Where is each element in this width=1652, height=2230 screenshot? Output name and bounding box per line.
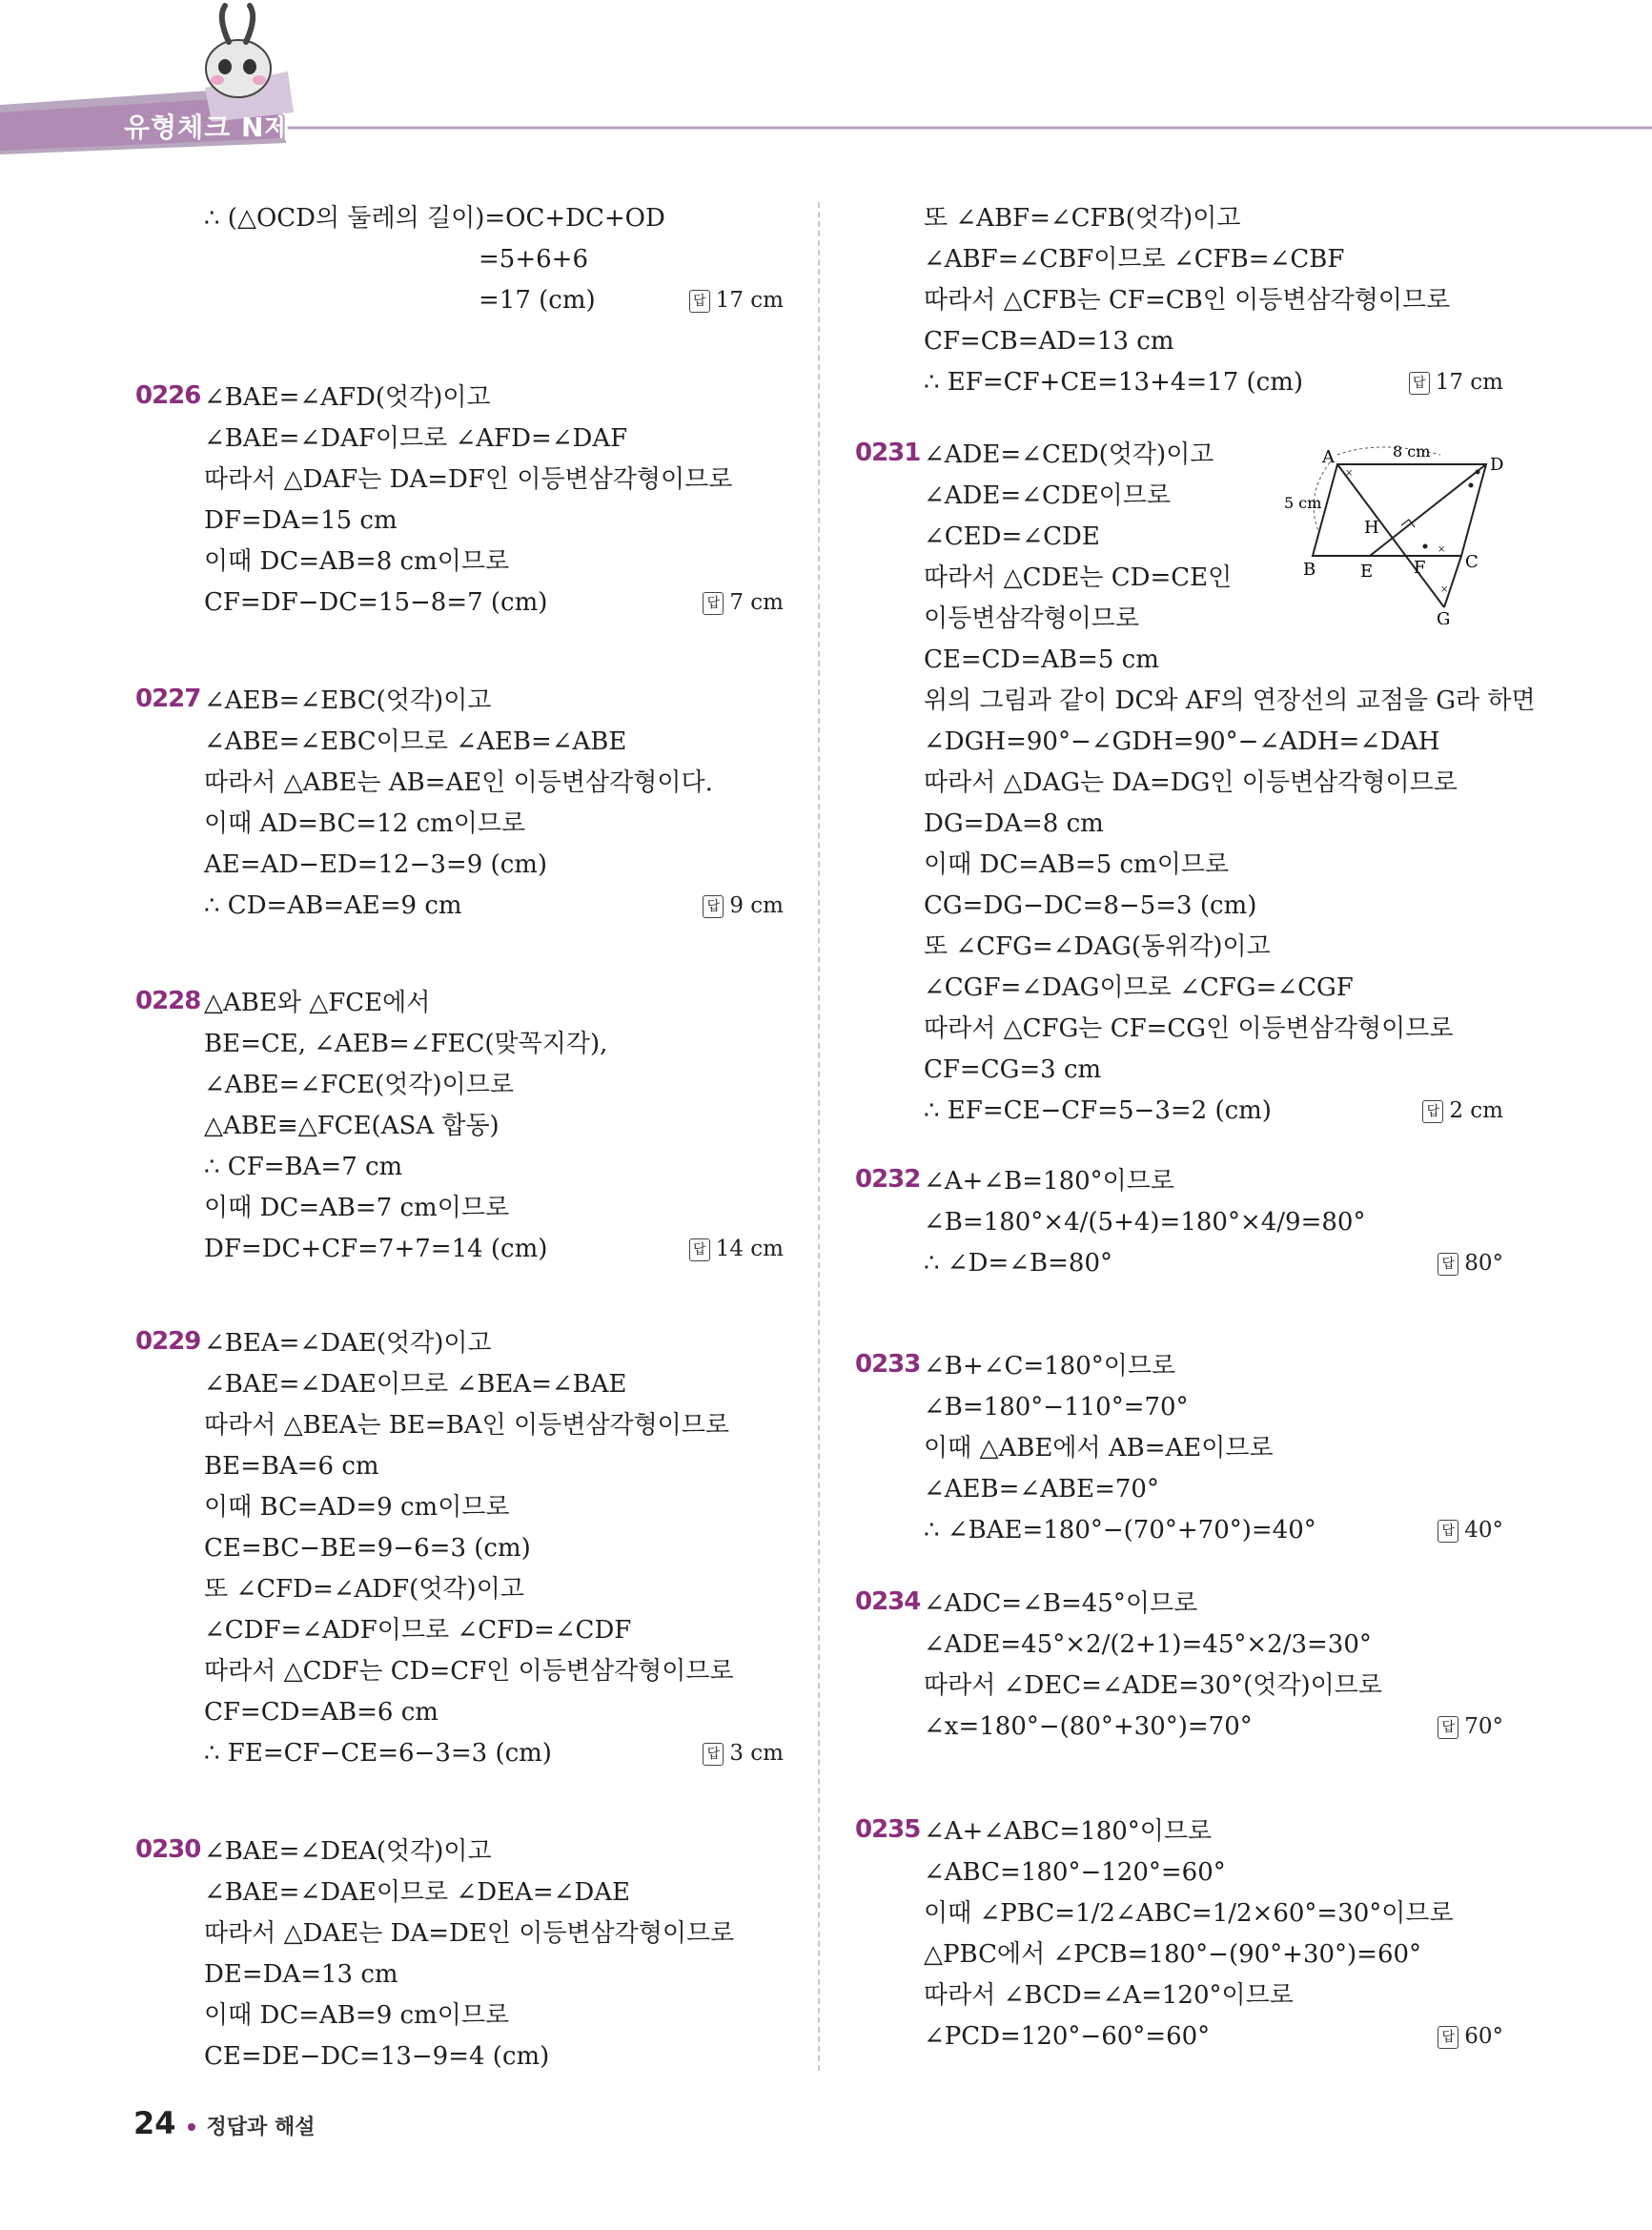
- solution-line: [204, 378, 784, 419]
- solution-line: [204, 1831, 784, 1872]
- problem-number: 0228: [135, 987, 201, 1015]
- answer-icon: 답: [689, 1238, 710, 1261]
- solution-line: [204, 1954, 784, 1995]
- solution-line: [924, 804, 1503, 845]
- solution-text: ∠BAE=∠AFD(엇각)이고: [204, 383, 491, 412]
- parallelogram-figure: [1273, 443, 1520, 624]
- figure-label-C: C: [1465, 552, 1479, 572]
- solution-text: 이때 BC=AD=9 cm이므로: [204, 1493, 510, 1522]
- solution-line: [924, 1666, 1503, 1707]
- solution-text: CE=DE−DC=13−9=4 (cm): [204, 2042, 550, 2071]
- solution-text: ∠BAE=∠DAE이므로 ∠DEA=∠DAE: [204, 1878, 630, 1907]
- problem-number: 0232: [855, 1165, 921, 1194]
- solution-line: [204, 886, 784, 927]
- answer-icon: 답: [1422, 1100, 1443, 1123]
- solution-line: [204, 583, 784, 624]
- solution-text: ∠CED=∠CDE: [924, 522, 1100, 551]
- figure-label-E: E: [1360, 562, 1374, 582]
- solution-text: ∠AEB=∠ABE=70°: [924, 1475, 1159, 1504]
- solution-text: 따라서 △ABE는 AB=AE인 이등변삼각형이다.: [204, 768, 713, 797]
- answer-icon: 답: [703, 592, 724, 615]
- answer-badge: [1422, 1091, 1503, 1132]
- problem-number: 0227: [135, 685, 201, 713]
- solution-text: 이때 ∠PBC=1/2∠ABC=1/2×60°=30°이므로: [924, 1899, 1454, 1928]
- solution-text: ∠PCD=120°−60°=60°: [924, 2022, 1211, 2051]
- solution-text: DF=DA=15 cm: [204, 506, 398, 535]
- solution-line: [924, 1161, 1503, 1202]
- solution-line: [924, 1243, 1503, 1284]
- solution-text: CF=CB=AD=13 cm: [924, 327, 1174, 356]
- solution-line: [924, 321, 1503, 362]
- solution-text: ∴ EF=CF+CE=13+4=17 (cm): [924, 368, 1304, 397]
- answer-icon: 답: [689, 290, 710, 313]
- answer-value: 14 cm: [715, 1237, 784, 1261]
- solution-line: [924, 763, 1503, 804]
- solution-line: [204, 1364, 784, 1405]
- solution-line: [204, 460, 784, 501]
- solution-line: [924, 239, 1503, 280]
- solution-text: 이때 DC=AB=9 cm이므로: [204, 2001, 510, 2030]
- answer-value: 2 cm: [1449, 1098, 1503, 1123]
- solution-line: [204, 1733, 784, 1774]
- solution-text: BE=CE, ∠AEB=∠FEC(맞꼭지각),: [204, 1030, 608, 1058]
- page-number: 24: [133, 2105, 176, 2141]
- solution-text: ∠BAE=∠DAF이므로 ∠AFD=∠DAF: [204, 424, 628, 453]
- solution-text: 따라서 △CDF는 CD=CF인 이등변삼각형이므로: [204, 1657, 734, 1686]
- solution-line: [204, 1528, 784, 1569]
- answer-value: 17 cm: [1435, 370, 1503, 395]
- footer-label: 정답과 해설: [206, 2116, 316, 2139]
- solution-line: [924, 845, 1503, 886]
- solution-text: ∴ (△OCD의 둘레의 길이)=OC+DC+OD: [204, 204, 665, 233]
- svg-text:×: ×: [1438, 544, 1446, 555]
- answer-icon: 답: [1438, 1253, 1458, 1276]
- solution-line: [924, 722, 1503, 763]
- section-title: 유형체크 N제: [124, 112, 292, 143]
- solution-text: 이때 DC=AB=8 cm이므로: [204, 547, 510, 576]
- solution-text: BE=BA=6 cm: [204, 1452, 379, 1481]
- solution-line: [924, 968, 1503, 1009]
- solution-text: ∴ FE=CF−CE=6−3=3 (cm): [204, 1739, 552, 1768]
- answer-icon: 답: [703, 895, 724, 918]
- solution-text: CG=DG−DC=8−5=3 (cm): [924, 891, 1257, 920]
- solution-line: [924, 1893, 1503, 1934]
- solution-text: ∠CDF=∠ADF이므로 ∠CFD=∠CDF: [204, 1616, 632, 1645]
- answer-value: 7 cm: [729, 590, 784, 615]
- solution-text: ∴ EF=CE−CF=5−3=2 (cm): [924, 1096, 1272, 1125]
- solution-text: AE=AD−ED=12−3=9 (cm): [204, 850, 548, 879]
- answer-badge: [703, 583, 784, 624]
- solution-text: ∴ CF=BA=7 cm: [204, 1153, 403, 1181]
- solution-line: [924, 1387, 1503, 1428]
- figure-label-G: G: [1437, 609, 1451, 624]
- solution-text: CF=CD=AB=6 cm: [204, 1698, 438, 1727]
- solution-line: [924, 681, 1536, 722]
- solution-line: [204, 763, 784, 804]
- page-footer: [133, 2105, 315, 2141]
- solution-text: 따라서 △DAE는 DA=DE인 이등변삼각형이므로: [204, 1919, 735, 1948]
- footer-bullet: [188, 2123, 195, 2131]
- solution-line: [204, 1913, 784, 1954]
- solution-text: 또 ∠CFD=∠ADF(엇각)이고: [204, 1575, 524, 1604]
- solution-text: 이때 DC=AB=7 cm이므로: [204, 1194, 510, 1222]
- solution-text: ∠A+∠B=180°이므로: [924, 1167, 1174, 1196]
- solution-line: [204, 1872, 784, 1913]
- solution-text: ∠BEA=∠DAE(엇각)이고: [204, 1329, 492, 1358]
- solution-text: ∠ABC=180°−120°=60°: [924, 1858, 1226, 1887]
- answer-badge: [1438, 1510, 1503, 1551]
- svg-text:×: ×: [1345, 468, 1354, 479]
- problem-number: 0234: [855, 1587, 921, 1616]
- figure-label-B: B: [1303, 560, 1316, 580]
- solution-text: ∠AEB=∠EBC(엇각)이고: [204, 686, 492, 715]
- solution-text: 따라서 △CFG는 CF=CG인 이등변삼각형이므로: [924, 1014, 1454, 1043]
- solution-line: [204, 1487, 784, 1528]
- answer-badge: [1438, 1243, 1503, 1284]
- solution-line: [924, 2016, 1503, 2057]
- solution-text: ∠BAE=∠DEA(엇각)이고: [204, 1837, 492, 1866]
- answer-badge: [703, 1733, 784, 1774]
- svg-text:×: ×: [1440, 584, 1449, 595]
- solution-text: 또 ∠CFG=∠DAG(동위각)이고: [924, 932, 1271, 961]
- answer-icon: 답: [1438, 1716, 1458, 1739]
- answer-value: 70°: [1464, 1714, 1503, 1739]
- solution-text: ∠B+∠C=180°이므로: [924, 1352, 1176, 1381]
- mascot-icon: [205, 6, 294, 122]
- solution-line: [924, 1934, 1503, 1975]
- solution-text: ∠CGF=∠DAG이므로 ∠CFG=∠CGF: [924, 973, 1354, 1002]
- solution-text: 따라서 △DAF는 DA=DF인 이등변삼각형이므로: [204, 465, 733, 494]
- answer-icon: 답: [1409, 372, 1430, 395]
- solution-line: [924, 1091, 1503, 1132]
- solution-text: 이때 AD=BC=12 cm이므로: [204, 809, 526, 838]
- answer-badge: [703, 886, 784, 927]
- figure-label-D: D: [1490, 455, 1504, 475]
- solution-text: CF=CG=3 cm: [924, 1055, 1102, 1084]
- solution-text: DG=DA=8 cm: [924, 809, 1104, 838]
- solution-text: ∠BAE=∠DAE이므로 ∠BEA=∠BAE: [204, 1370, 627, 1399]
- solution-text: 따라서 △BEA는 BE=BA인 이등변삼각형이므로: [204, 1411, 730, 1440]
- answer-icon: 답: [703, 1743, 724, 1766]
- problem-number: 0230: [135, 1835, 201, 1864]
- solution-text: ∠A+∠ABC=180°이므로: [924, 1817, 1213, 1846]
- solution-line: [204, 1405, 784, 1446]
- solution-text: ∴ ∠BAE=180°−(70°+70°)=40°: [924, 1516, 1316, 1545]
- solution-line: [204, 280, 784, 321]
- solution-text: △PBC에서 ∠PCB=180°−(90°+30°)=60°: [924, 1940, 1422, 1969]
- solution-text: 이때 DC=AB=5 cm이므로: [924, 850, 1230, 879]
- solution-line: [204, 501, 784, 542]
- solution-line: [204, 239, 784, 280]
- answer-value: 17 cm: [715, 288, 784, 313]
- solution-text: 또 ∠ABF=∠CFB(엇각)이고: [924, 204, 1241, 233]
- solution-text: 따라서 △CDE는 CD=CE인: [924, 563, 1233, 592]
- solution-text: ∠ADE=45°×2/(2+1)=45°×2/3=30°: [924, 1630, 1372, 1659]
- solution-line: [204, 1651, 784, 1692]
- solution-line: [204, 722, 784, 763]
- solution-text: DE=DA=13 cm: [204, 1960, 398, 1989]
- answer-badge: [1438, 2016, 1503, 2057]
- answer-value: 9 cm: [729, 893, 784, 918]
- solution-line: [204, 1065, 784, 1106]
- answer-badge: [689, 1229, 784, 1270]
- solution-line: [204, 1610, 784, 1651]
- solution-text: =5+6+6: [479, 245, 588, 274]
- solution-text: ∠ABE=∠FCE(엇각)이므로: [204, 1071, 514, 1099]
- solution-line: [924, 1852, 1503, 1893]
- solution-text: ∠ABE=∠EBC이므로 ∠AEB=∠ABE: [204, 727, 627, 756]
- solution-text: △ABE≡△FCE(ASA 합동): [204, 1112, 500, 1140]
- column-divider: [818, 202, 820, 2071]
- answer-value: 80°: [1464, 1251, 1503, 1276]
- solution-text: DF=DC+CF=7+7=14 (cm): [204, 1235, 548, 1263]
- solution-line: [204, 419, 784, 460]
- solution-text: CE=BC−BE=9−6=3 (cm): [204, 1534, 531, 1563]
- solution-text: 이때 △ABE에서 AB=AE이므로: [924, 1434, 1274, 1463]
- solution-text: 따라서 ∠DEC=∠ADE=30°(엇각)이므로: [924, 1671, 1383, 1700]
- solution-line: [204, 1106, 784, 1147]
- solution-text: ∠ADE=∠CDE이므로: [924, 481, 1172, 510]
- solution-line: [204, 1188, 784, 1229]
- solution-text: 따라서 △CFB는 CF=CB인 이등변삼각형이므로: [924, 286, 1451, 315]
- solution-text: 위의 그림과 같이 DC와 AF의 연장선의 교점을 G라 하면: [924, 686, 1536, 715]
- problem-number: 0226: [135, 381, 201, 410]
- solution-text: 따라서 △DAG는 DA=DG인 이등변삼각형이므로: [924, 768, 1458, 797]
- solution-line: [924, 1469, 1503, 1510]
- solution-line: [204, 1446, 784, 1487]
- solution-line: [204, 681, 784, 722]
- problem-number: 0229: [135, 1327, 201, 1356]
- solution-text: =17 (cm): [479, 286, 596, 315]
- solution-line: [924, 1428, 1503, 1469]
- answer-icon: 답: [1438, 2026, 1458, 2049]
- solution-text: 따라서 ∠BCD=∠A=120°이므로: [924, 1981, 1294, 2010]
- solution-line: [924, 640, 1503, 681]
- solution-line: [204, 1147, 784, 1188]
- answer-icon: 답: [1438, 1520, 1458, 1543]
- solution-text: ∠B=180°×4/(5+4)=180°×4/9=80°: [924, 1208, 1366, 1237]
- figure-left-length: 5 cm: [1284, 494, 1322, 512]
- solution-line: [204, 804, 784, 845]
- solution-line: [924, 1510, 1503, 1551]
- solution-text: ∠DGH=90°−∠GDH=90°−∠ADH=∠DAH: [924, 727, 1440, 756]
- solution-line: [204, 542, 784, 583]
- solution-text: ∠B=180°−110°=70°: [924, 1393, 1189, 1422]
- problem-number: 0231: [855, 439, 921, 467]
- answer-badge: [1438, 1707, 1503, 1748]
- solution-line: [924, 1625, 1503, 1666]
- solution-line: [924, 362, 1503, 403]
- solution-line: [924, 927, 1503, 968]
- solution-text: △ABE와 △FCE에서: [204, 989, 431, 1017]
- solution-line: [924, 1009, 1503, 1050]
- solution-text: ∠ADC=∠B=45°이므로: [924, 1589, 1198, 1618]
- solution-text: CE=CD=AB=5 cm: [924, 645, 1159, 674]
- answer-value: 60°: [1464, 2024, 1503, 2049]
- solution-line: [204, 1323, 784, 1364]
- answer-badge: [1409, 362, 1503, 403]
- figure-label-A: A: [1322, 447, 1335, 467]
- solution-line: [924, 1707, 1503, 1748]
- solution-text: CF=DF−DC=15−8=7 (cm): [204, 588, 548, 617]
- solution-line: [204, 198, 784, 239]
- solution-line: [924, 886, 1503, 927]
- solution-text: ∠x=180°−(80°+30°)=70°: [924, 1712, 1253, 1741]
- solution-line: [924, 1202, 1503, 1243]
- solution-text: 이등변삼각형이므로: [924, 604, 1140, 633]
- problem-number: 0233: [855, 1350, 921, 1379]
- answer-value: 3 cm: [729, 1741, 784, 1766]
- solution-line: [204, 1995, 784, 2036]
- solution-text: ∠ABF=∠CBF이므로 ∠CFB=∠CBF: [924, 245, 1345, 274]
- solution-line: [924, 1584, 1503, 1625]
- answer-value: 40°: [1464, 1518, 1503, 1543]
- solution-line: [924, 1975, 1503, 2016]
- figure-label-F: F: [1414, 558, 1426, 578]
- solution-text: ∴ CD=AB=AE=9 cm: [204, 891, 462, 920]
- solution-line: [204, 1569, 784, 1610]
- solution-line: [204, 1692, 784, 1733]
- solution-line: [204, 1229, 784, 1270]
- solution-line: [924, 1811, 1503, 1852]
- solution-text: ∠ADE=∠CED(엇각)이고: [924, 440, 1214, 469]
- solution-text: ∴ ∠D=∠B=80°: [924, 1249, 1112, 1278]
- solution-line: [924, 280, 1503, 321]
- solution-line: [924, 1346, 1503, 1387]
- solution-line: [204, 2036, 784, 2077]
- figure-top-length: 8 cm: [1393, 443, 1431, 460]
- solution-line: [924, 1050, 1503, 1091]
- problem-number: 0235: [855, 1815, 921, 1844]
- answer-badge: [689, 280, 784, 321]
- solution-line: [204, 845, 784, 886]
- solution-line: [204, 1024, 784, 1065]
- solution-line: [204, 983, 784, 1024]
- solution-line: [924, 198, 1503, 239]
- figure-label-H: H: [1364, 518, 1379, 538]
